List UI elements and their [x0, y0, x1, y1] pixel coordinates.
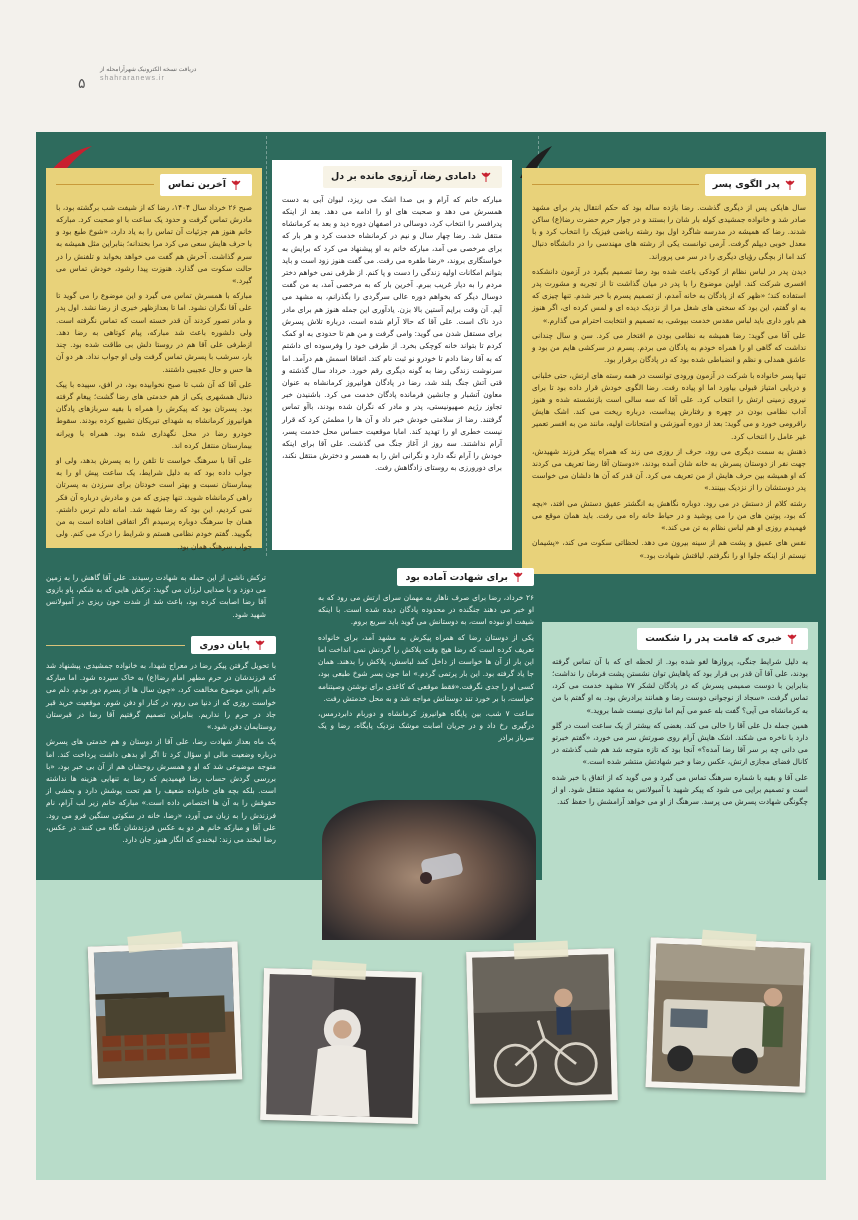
paragraph: علی آقا با سرهنگ خواست تا تلفن را به پسرش بدهد، ولی او جواب داده بود که به دلیل شرایط، یک ساعت پیش او را به بیمارستان نسبت و بهتر است خودتان برای سرزدن به پسرتان راهی کرمانشاه شوید. تنها چیزی که من و مادرش درباره آن فکر نمی کردیم، این بود که رضا شهید شد. امانه دلم ترس داشتم. همان جا سرهنگ دوباره پرسیدم اگر اتفاقی افتاده است به من بگویید. گفتم خودم نظامی هستم و شرایط را درک می کنم. ولی جواب سرهنگ همان بود.	[56, 456, 252, 551]
paragraph: علی آقا می گوید: رضا همیشه به نظامی بودن م افتخار می کرد. سن و سال چندانی نداشت که گاهی او را همراه خودم به پادگان می بردم. پسرم در سرکشی هایم من بود و عاشق همدلی و نظم و انضباطی شده بود که در پادگان برقرار بود.	[532, 330, 806, 365]
photo-hands-dogtag	[322, 800, 536, 940]
masthead-subtitle: دریافت نسخه الکترونیک شهرآرامحله از	[100, 67, 197, 73]
masthead	[78, 66, 258, 120]
tulip-icon	[512, 571, 524, 583]
paragraph: سال هایکی پس از دیگری گذشت. رضا بازده ساله بود که حکم انتقال پدر برای مشهد صادر شد و خانواده جمشیدی کوله بار شان را بستند و در جوار حرم حضرت رضا(ع) ساکن شدند. رضا که همیشه در مدرسه شاگرد اول بود رشته ریاضی فیزیک را انتخاب کرد و با معدل خوبی دیپلم گرفت. آرمی توانست یکی از رشته های مهندسی را در دانشگاه دنبال کند اما از بچگی رؤیای دیگری را در سر می پروراند.	[532, 202, 806, 261]
article-role-model	[522, 168, 816, 574]
photo-tank	[88, 941, 243, 1084]
heading-rule	[46, 645, 185, 646]
section-heading	[397, 568, 534, 586]
paragraph: دیدن پدر در لباس نظام از کودکی باعث شده بود رضا تصمیم بگیرد در آزمون دانشکده افسری شرکت کند. اولین موضوع را با پدر در میان گذاشت تا از تجربه و مشورت پدر استفاده کند؛ «ظهر که از پادگان به خانه آمدم، از تصمیم پسرم با خبر شدم. تنها چیزی که به او گفتم، این بود که سختی های شغل مرا از نزدیک دیده ای و لمس کرده ای، اگر هنوز هم باور داری باید لباس مقدس خدمت بپوشی، به تصمیم و انتخابت احترام می گذارم.»	[532, 266, 806, 325]
article-last-call	[46, 168, 262, 551]
divider-line	[266, 136, 267, 556]
tulip-icon	[230, 179, 242, 191]
heading-text: پایان دوری	[199, 639, 250, 651]
paragraph: یکی از دوستان رضا که همراه پیکرش به مشهد آمد، برای خانواده تعریف کرده است که رضا هیچ وقت پلاکش را گردنش نمی انداخت اما این بار از آن ها خواست از داخل کمد لباسش، پلاکش را بدهند. همان جا یاد گرفته بود. این بار پرتمی گردم.» اما جون پسر شوخ طبعی بود، کسی او را جدی نگرفت.«فقط موقعی که کاغذی برای نوشتن وصیتنامه خواست، با بر خورد تند دوستانش مواجه شد و به محل خدمتش رفت.	[318, 632, 534, 703]
page-number: ۵	[78, 76, 86, 92]
paragraph: همین جمله دل علی آقا را خالی می کند. بغضی که بیشتر از یک ساعت است در گلو دارد با ناخره می شکند. اشک هایش آرام روی صورتش سر می خورد، «گفتم خبرتو می دانی چه بر سر آقا رضا آمده؟» آنجا بود که تازه متوجه شد هم شب گذشته در کانال فضای مجازی ارتش، عکس رضا و خبر شهادتش منتشر شده است.»	[552, 720, 808, 767]
article-news	[542, 622, 818, 898]
masthead-site[interactable]: shahraranews.ir	[100, 75, 165, 82]
tulip-icon	[480, 171, 492, 183]
heading-rule	[532, 184, 699, 185]
paragraph: نفس های عمیق و پشت هم از سینه بیرون می دهد. لحظاتی سکوت می کند، «پشیمان نیستم از اینکه جلوا او را نگرفتم. لیاقتش شهادت بود.»	[532, 538, 806, 560]
paragraph: صبح ۲۶ خرداد سال ۱۴۰۴، رضا که از شیفت شب برگشته بود، با مادرش تماس گرفت و حدود یک ساعت با او صحبت کرد. مبارکه خانم هنوز هم جزئیات آن تماس را به یاد دارد، «شوخ طبع بود و با حرف هایش سعی می کرد مرا بخندانه؛ بنابراین مثل همیشه به سرم گذاشت. آخرش هم گفت می خواهد بخوابد و تلفنش را در حالت سکوت می گذارد. هنوزت پیدا رشود، خودش تماس می گیرد.»	[56, 202, 252, 285]
paragraph: با تحویل گرفتن پیکر رضا در معراج شهدا، به خانواده جمشیدی، پیشنهاد شد که فرزندشان در حرم مطهر امام رضا(ع) به خاک سپرده شود. اما مبارکه خانم بااین موضوع مخالفت کرد، «چون سال ها از پسرم دور بودم، دلم می خواست روزی که از دنیا می روم، در کنار او دفن شوم. موقعیت خرید قبر جاد در حرم را نداریم. بنابراین تصمیم گرفتیم آقا رضا در قبرستان روستایمان دفن شود.»	[46, 661, 276, 732]
article-end-of-distance	[46, 636, 276, 898]
dogtag-icon	[322, 800, 536, 940]
heading-text: خبری که قامت پدر را شکست	[645, 633, 782, 644]
photo-bicycle	[466, 948, 618, 1104]
heading-text: برای شهادت آماده بود	[405, 571, 508, 583]
paragraph: یک ماه بعداز شهادت رضا، علی آقا از دوستان و هم خدمتی های پسرش درباره وضعیت مالی او سؤال کرد تا اگر او بدهی داشت پرداخت کند. اما متوجه موضوعی شد که او و همسرش روحشان هم از آن بی خبر بود، «با بررسی گردش حساب رضا فهمیدیم که رضا به تنهایی هزینه ها نداشته است. بلکه بچه های خانواده ضعیف را هم تحت پوشش دارد و بخشی از حقوقش را به آن ها اختصاص داده است.» مبارکه خانم زیر لب آرام، نام فرزندش را به زبان می آورد، «رضا، خانه در سکوتی سنگین فرو می رود. علی آقا و مبارکه خانم هر دو به عکس فرزندشان نگاه می کنند. در عکس، رضا لبخند می زند: لبخندی که انگار هنوز جان دارد.	[46, 737, 276, 845]
paragraph: رشته کلام از دستش در می رود. دوباره نگاهش به انگشتر عقیق دستش می افتد، «بچه که بود، پوتین های من را می پوشید و در حیاط خانه راه می رفت. باید همان موقع می فهمیدم روزی او هم لباس نظام به تن می کند.»	[532, 498, 806, 533]
section-heading	[160, 174, 252, 196]
article-ready	[318, 568, 534, 798]
section-heading	[323, 166, 502, 188]
paragraph: علی آقا که آن شب تا صبح نخوابیده بود، در افق، سپیده با پیک دنبال همشهری یکی از هم خدمتی های رضا گشت؛ پیغام گرفته بود. پسرتان بود که پیکرش را همراه با بقیه سربازهای پادگان هوانیروز کرمانشاه به شهدای تبریکان تشییع کرده بودند. سقوط خودرو رضا در محل نگهداری شده بود. همراه با ویرانه بیمارستان منتقل کرده اند.	[56, 379, 252, 450]
paragraph: مبارکه با همسرش تماس می گیرد و این موضوع را می گوید تا علی آقا نگران نشود. اما تا بعدازظهر خبری از رضا نشد. اول پدر و مادر تصور کردند آن قدر خسته است که تماس نگرفته است. ولی دلشوره باعث شد مبارکه، پیام کوتاهی به رضا دهد. ازطرفی علی آقا هم در روستا دلش بی طاقت شده بود. چند بار، سرشب با پسرش تماس گرفت ولی او جواب نداد. هر دو آن ها حس و حال عجیبی داشتند.	[56, 291, 252, 374]
paragraph: تنها پسر خانواده با شرکت در آزمون ورودی توانست در همه رسته های ارتش، حتی خلبانی و دریایی امتیاز قبولی بیاورد اما او پیاده رفت. رضا الگوی خودش قرار داده بود تا برای نیروی زمینی ارتش را انتخاب کرد. علی آقا که سه سالی است بازنشسته شده و هنوز آداب نظامی بودن در چهره و رفتارش پیداست، درباره ریخت می کند. اشک هایش راقرومی خورد و می گوید: بعد از دوره آموزشی و امتحانات اولیه، مانند من به افسر تعمیر غیر عامل را انتخاب کرد.	[532, 370, 806, 441]
tulip-icon	[254, 639, 266, 651]
photo-jeep	[645, 937, 810, 1092]
paragraph: علی آقا و بقیه با شماره سرهنگ تماس می گیرد و می گوید که از اتفاق با خبر شده است و تصمیم برایی می شود که پیکر شهید با آمبولانس به مشهد منتقل شود. او از چگونگی شهادت پسرش می پرسد. سرهنگ از او می خواهد آرامشش را حفظ کند.	[552, 772, 808, 807]
paragraph: ترکش ناشی از این حمله به شهادت رسیدند. علی آقا گاهش را به زمین می دوزد و با صدایی لرزان می گوید: ترکش هایی که به شکم، پاو بازوی آقا رضا اصابت کرده بود، باعث شد از شدت خون ریزی در آمبولانس شهید شود.	[46, 573, 266, 619]
heading-text: پدر الگوی پسر	[712, 179, 780, 190]
heading-text: دامادی رضا، آرزوی مانده بر دل	[330, 171, 476, 182]
tape-strip	[514, 941, 569, 960]
article-groom	[272, 160, 512, 550]
paragraph: به دلیل شرایط جنگی، پروازها لغو شده بود. از لحظه ای که با آن تماس گرفته بودند، علی آقا آن قدر بی قرار بود که پاهایش توان نشستن پشت فرمان را نداشت؛ بنابراین با دوست صمیمی پسرش که در پادگان لشکر ۷۷ مشهد خدمت می کرد، تماس گرفت، «سجاد از نوجوانی دوست رضا و همانند برادرش بود. به او گفتم با من به کرمانشاه می آیی؟ گفت بله عمو می آیم اما نیازی نیست شما بروید.»	[552, 656, 808, 715]
tulip-icon	[784, 179, 796, 191]
paragraph: ذهنش به سمت دیگری می رود، حرف از روزی می زند که همراه پیکر فرزند شهیدش، جهت نفر از دوستان پسرش به خانه شان آمده بودند، «دوستان آقا رضا تعریف می کردند که او همیشه بین حرف هایش از من تعریف می کرد. آن قدر که آن ها دلشان می خواست پدر دوستشان را از نزدیک ببینند.»	[532, 446, 806, 493]
paragraph: ۲۶ خرداد، رضا برای صرف ناهار به مهمان سرای ارتش می رود که به او خبر می دهند جنگنده در محدوده پادگان دیده شده است. با اینکه شیفت او نبوده است، به دوستانش می گوید باید سریع بروم.	[318, 593, 534, 627]
heading-rule	[56, 184, 154, 185]
tulip-icon	[786, 633, 798, 645]
article-continuation	[46, 572, 266, 628]
paragraph: مبارکه خانم که آرام و بی صدا اشک می ریزد، لبوان آبی به دست همسرش می دهد و صحبت های او را ادامه می دهد. بعد از اینکه پدرافسر را انتخاب کرد، دوسالی در اصفهان دوره دید و بعد به کرمانشاه منتقل شد. رضا چهار سال و نیم در کرمانشاه خدمت کرد و هر بار که برای مرخصی می آمد، مبارکه خانم به او پیشنهاد می کرد که برایش به خواستگاری بروند، «رضا طفره می رفت. می گفت هنوز زود است و باید بتوانم امکانات اولیه زندگی را دست و پا کنم. از ظرفی نمی خواهم دختر مردم را به دیار غریب ببرم. آخرین بار که به مرخصی آمد، به من گفت دوسال دیگر که بخواهم دوره عالی سرگردی را بگذرانم، به مشهد می آیم. آن وقت برایم آستین بالا بزن. یادآوری این جمله هنوز هم برای مادر درد ناک است. علی آقا که حالا آرام شده است، درباره تلاش پسرش برای مستقل شدن می گوید: وامی گرفت و من هم تا حدودی به او کمک کردم تا بتواند خانه کوچکی بخرد. از طرفی خود را وفرسوده ای داشتم که به آقا رضا دادم تا خودرو نو ثبت نام کند. اتفاقا اسمش هم درآمد. اما سرنوشت زندگی رضا به گونه دیگری رقم خورد. خرداد سال گذشته و قتی آتش جنگ بلند شد، رضا در پادگان هوانیروز کرمانشاه به عنوان معاون آتشبار و جانشین فرمانده پادگان خدمت می کرد. باشنیدن خبر تجاوز رژیم صهیونیستی، پدر و مادر که نگران شده بودند، باآو تماس گرفتند. رضا از سلامتی خودش خبر داد و آن ها را مطمئن کرد که قرار نیست خطری او را تهدید کند. امابا موقعیت حساس محل خدمت پسر، آرام نداشتند. سه روز از آغاز جنگ می گذشت. علی آقا برای اینکه خودش را آرام نگه دارد و نگرانی اش را به همسر و دخترش منتقل نکند، برای دورورزی به روستای زادگاهش رفت.	[282, 194, 502, 473]
section-heading	[191, 636, 276, 654]
heading-text: آخرین تماس	[167, 179, 226, 190]
section-heading	[705, 174, 806, 196]
photo-child-costume	[260, 968, 422, 1124]
section-heading	[637, 628, 808, 650]
paragraph: ساعت ۷ شب، بین پایگاه هوانیروز کرمانشاه و دوربام دابردرمس، درگیری رخ داد و در جریان اصابت موشک نزدیک پایگاه، رضا و یک سرباز برادر	[318, 708, 534, 743]
